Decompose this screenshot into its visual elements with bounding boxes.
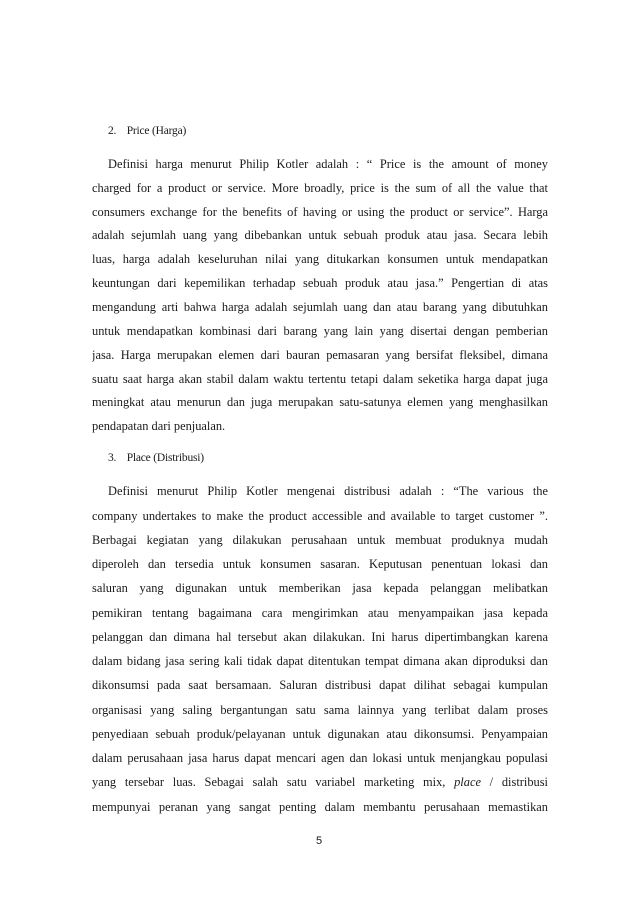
paragraph-line: Definisi harga menurut Philip Kotler adalah : “ Price is the amount of money <box>108 157 548 171</box>
paragraph-line: jasa. Harga merupakan elemen dari bauran pemasaran yang bersifat fleksibel, dimana <box>92 348 548 362</box>
paragraph-line: organisasi yang saling bergantungan satu sama lainnya yang terlibat dalam proses <box>92 703 548 717</box>
paragraph-line: consumers exchange for the benefits of having or using the product or service”. Harga <box>92 205 548 219</box>
section-number: 3. <box>108 452 117 464</box>
paragraph-line: dalam bidang jasa sering kali tidak dapat ditentukan tempat dimana akan diproduksi dan <box>92 654 548 668</box>
paragraph-line: pelanggan dan dimana hal tersebut akan dilakukan. Ini harus dipertimbangkan karena <box>92 630 548 644</box>
paragraph-line: meningkat atau menurun dan juga merupakan satu-satunya elemen yang menghasilkan <box>92 395 548 409</box>
paragraph-line: untuk mendapatkan kombinasi dari barang yang lain yang disertai dengan pemberian <box>92 324 548 338</box>
paragraph-line: adalah sejumlah uang yang dibebankan untuk sebuah produk atau jasa. Secara lebih <box>92 228 548 242</box>
section-heading-price <box>108 124 186 138</box>
page-number: 5 <box>315 835 323 847</box>
paragraph-line: pemikiran tentang bagaimana cara mengirimkan atau menyampaikan jasa kepada <box>92 606 548 620</box>
paragraph-line: keuntungan dari kepemilikan terhadap sebuah produk atau jasa.” Pengertian di atas <box>92 276 548 290</box>
section-title: Price (Harga) <box>126 125 187 137</box>
section-number: 2. <box>108 125 117 137</box>
paragraph-line: saluran yang digunakan untuk memberikan jasa kepada pelanggan melibatkan <box>92 581 548 595</box>
paragraph-line: mengandung arti bahwa harga adalah sejumlah uang dan atau barang yang dibutuhkan <box>92 300 548 314</box>
paragraph-line: charged for a product or service. More broadly, price is the sum of all the value that <box>92 181 548 195</box>
emphasized-word: place <box>454 775 481 789</box>
paragraph-line: Definisi menurut Philip Kotler mengenai distribusi adalah : “The various the <box>108 484 548 498</box>
section-heading-place <box>108 451 204 465</box>
paragraph-line: luas, harga adalah keseluruhan nilai yang ditukarkan konsumen untuk mendapatkan <box>92 252 548 266</box>
paragraph-line: dikonsumsi pada saat bersamaan. Saluran distribusi dapat dilihat sebagai kumpulan <box>92 678 548 692</box>
paragraph-line: Berbagai kegiatan yang dilakukan perusahaan untuk membuat produknya mudah <box>92 533 548 547</box>
paragraph-line: penyediaan sebuah produk/pelayanan untuk digunakan atau dikonsumsi. Penyampaian <box>92 727 548 741</box>
paragraph-line: pendapatan dari penjualan. <box>92 419 226 433</box>
paragraph-line: mempunyai peranan yang sangat penting dalam membantu perusahaan memastikan <box>92 800 548 814</box>
section-title: Place (Distribusi) <box>126 452 204 464</box>
paragraph-line: yang tersebar luas. Sebagai salah satu variabel marketing mix, place / distribusi <box>92 775 548 789</box>
paragraph-line: diperoleh dan tersedia untuk konsumen sasaran. Keputusan penentuan lokasi dan <box>92 557 548 571</box>
paragraph-line: company undertakes to make the product accessible and available to target customer ”. <box>92 509 548 523</box>
paragraph-line: dalam perusahaan jasa harus dapat mencari agen dan lokasi untuk menjangkau populasi <box>92 751 548 765</box>
paragraph-line: suatu saat harga akan stabil dalam waktu tertentu tetapi dalam seketika harga dapat juga <box>92 372 548 386</box>
